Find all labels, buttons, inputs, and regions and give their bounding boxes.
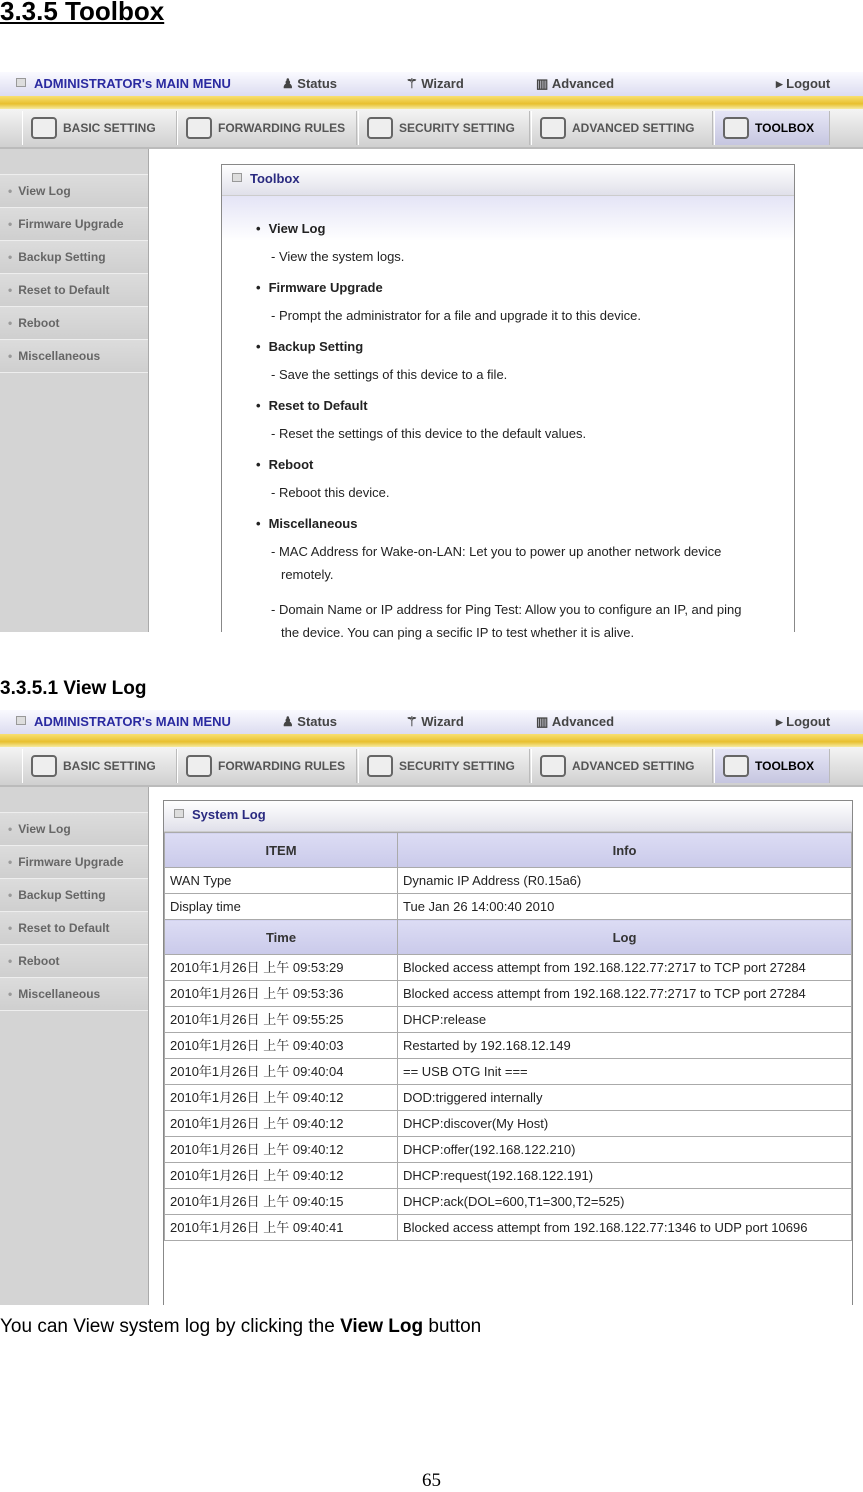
info-row [165,868,852,894]
log-message: Restarted by 192.168.12.149 [398,1033,852,1059]
tab-security-setting[interactable] [358,749,530,783]
tab-label: SECURITY SETTING [399,121,515,135]
tab-icon [186,117,212,139]
log-message: DHCP:offer(192.168.122.210) [398,1137,852,1163]
caption-bold: View Log [340,1316,424,1337]
log-time: 2010年1月26日 上午 09:53:29 [165,955,398,981]
tab-label: SECURITY SETTING [399,759,515,773]
tab-label: BASIC SETTING [63,759,156,773]
advanced-label: Advanced [551,76,615,91]
tab-forwarding-rules[interactable] [177,111,357,145]
tab-icon [540,755,566,777]
log-row [165,1189,852,1215]
yellow-band [0,96,863,109]
log-row [165,1215,852,1241]
tab-basic-setting[interactable] [22,111,177,145]
sidebar-item-reset-to-default[interactable]: • Reset to Default [0,274,148,307]
log-time: 2010年1月26日 上午 09:40:12 [165,1085,398,1111]
main-tabs [0,747,863,787]
tab-label: FORWARDING RULES [218,759,346,773]
status-label: Status [297,714,338,729]
log-row [165,955,852,981]
log-time: 2010年1月26日 上午 09:40:12 [165,1137,398,1163]
log-time: 2010年1月26日 上午 09:40:15 [165,1189,398,1215]
tab-label: TOOLBOX [755,121,815,135]
tab-advanced-setting[interactable] [531,749,713,783]
toolbox-item-title: • Miscellaneous [256,516,794,531]
log-time: 2010年1月26日 上午 09:40:04 [165,1059,398,1085]
log-message: DOD:triggered internally [398,1085,852,1111]
sidebar-item-view-log[interactable]: • View Log [0,175,148,208]
square-icon [174,809,184,818]
toolbox-item-desc: - View the system logs. [271,249,405,264]
toolbox-screenshot [0,72,863,640]
info-value: Dynamic IP Address (R0.15a6) [398,868,852,894]
column-header-time: Time [165,920,398,955]
tab-label: FORWARDING RULES [218,121,346,135]
sidebar [0,787,149,1305]
log-row [165,981,852,1007]
tab-label: TOOLBOX [755,759,815,773]
admin-menu-label: ADMINISTRATOR's MAIN MENU [34,714,231,729]
sidebar [0,149,149,632]
info-item: WAN Type [165,868,398,894]
log-row [165,1111,852,1137]
log-time: 2010年1月26日 上午 09:53:36 [165,981,398,1007]
toolbox-item-desc: - Reboot this device. [271,485,390,500]
info-item: Display time [165,894,398,920]
toolbox-item-title: • Backup Setting [256,339,794,354]
toolbox-item-title: • View Log [256,221,794,236]
tab-icon [31,117,57,139]
log-message: Blocked access attempt from 192.168.122.77:2717 to TCP port 27284 [398,955,852,981]
tab-icon [31,755,57,777]
column-header-info: Info [398,833,852,868]
toolbox-item-title: • Reboot [256,457,794,472]
sidebar-item-miscellaneous[interactable]: • Miscellaneous [0,340,148,373]
log-time: 2010年1月26日 上午 09:55:25 [165,1007,398,1033]
tab-advanced-setting[interactable] [531,111,713,145]
logout-link[interactable]: ▸ Logout [776,76,831,91]
toolbox-panel [221,164,795,640]
column-header-item: ITEM [165,833,398,868]
toolbox-item-desc: - Reset the settings of this device to the default values. [271,426,587,441]
tab-label: BASIC SETTING [63,121,156,135]
admin-menu-label: ADMINISTRATOR's MAIN MENU [34,76,231,91]
status-link[interactable]: ♟ Status [282,714,338,729]
log-message: DHCP:request(192.168.122.191) [398,1163,852,1189]
sidebar-item-reset-to-default[interactable]: • Reset to Default [0,912,148,945]
sidebar-item-reboot[interactable]: • Reboot [0,307,148,340]
log-row [165,1085,852,1111]
status-link[interactable]: ♟ Status [282,76,338,91]
log-message: Blocked access attempt from 192.168.122.77:1346 to UDP port 10696 [398,1215,852,1241]
toolbox-item-title: • Firmware Upgrade [256,280,794,295]
panel-title [222,165,794,196]
square-icon [16,716,26,725]
tab-basic-setting[interactable] [22,749,177,783]
panel-title [164,801,852,832]
wizard-link[interactable]: ⚚ Wizard [406,714,464,729]
log-message: DHCP:release [398,1007,852,1033]
info-value: Tue Jan 26 14:00:40 2010 [398,894,852,920]
tab-label: ADVANCED SETTING [572,759,695,773]
sidebar-item-reboot[interactable]: • Reboot [0,945,148,978]
square-icon [16,78,26,87]
log-time: 2010年1月26日 上午 09:40:12 [165,1163,398,1189]
log-row [165,1059,852,1085]
log-time: 2010年1月26日 上午 09:40:12 [165,1111,398,1137]
tab-icon [367,755,393,777]
log-row [165,1137,852,1163]
toolbox-item-desc: - Domain Name or IP address for Ping Test: Allow you to configure an IP, and ping the device. You can ping a secific IP to test whether it is alive. [271,602,742,640]
wizard-label: Wizard [421,76,464,91]
log-time: 2010年1月26日 上午 09:40:41 [165,1215,398,1241]
square-icon [232,173,242,182]
tab-toolbox[interactable] [714,749,830,783]
wizard-link[interactable]: ⚚ Wizard [406,76,464,91]
view-log-screenshot [0,710,863,1305]
sidebar-item-miscellaneous[interactable]: • Miscellaneous [0,978,148,1011]
admin-menu-link[interactable] [16,714,231,729]
tab-toolbox[interactable] [714,111,830,145]
page-number: 65 [422,1470,441,1491]
tab-icon [367,117,393,139]
section-heading: 3.3.5 Toolbox [0,0,165,26]
log-time: 2010年1月26日 上午 09:40:03 [165,1033,398,1059]
system-log-table [164,832,852,1241]
sidebar-item-firmware-upgrade[interactable]: • Firmware Upgrade [0,208,148,241]
yellow-band [0,734,863,747]
info-row [165,894,852,920]
advanced-link[interactable]: ▥ Advanced [536,714,615,729]
status-label: Status [297,76,338,91]
tab-icon [723,117,749,139]
tab-icon [723,755,749,777]
log-message: == USB OTG Init === [398,1059,852,1085]
toolbox-item-desc: - MAC Address for Wake-on-LAN: Let you to power up another network device remotely. [271,544,722,582]
tab-icon [186,755,212,777]
log-row [165,1033,852,1059]
advanced-link[interactable]: ▥ Advanced [536,76,615,91]
advanced-label: Advanced [551,714,615,729]
log-message: DHCP:ack(DOL=600,T1=300,T2=525) [398,1189,852,1215]
top-menu-bar [0,72,863,96]
panel-title-text: System Log [192,807,266,822]
subsection-heading: 3.3.5.1 View Log [0,678,147,699]
wizard-label: Wizard [421,714,464,729]
log-message: DHCP:discover(My Host) [398,1111,852,1137]
caption [0,1316,481,1338]
tab-forwarding-rules[interactable] [177,749,357,783]
tab-label: ADVANCED SETTING [572,121,695,135]
toolbox-item-desc: - Save the settings of this device to a file. [271,367,508,382]
main-tabs [0,109,863,149]
tab-security-setting[interactable] [358,111,530,145]
panel-title-text: Toolbox [250,171,300,186]
sidebar-item-backup-setting[interactable]: • Backup Setting [0,879,148,912]
toolbox-item-desc: - Prompt the administrator for a file and upgrade it to this device. [271,308,641,323]
sidebar-item-backup-setting[interactable]: • Backup Setting [0,241,148,274]
admin-menu-link[interactable] [16,76,231,91]
caption-text-end: button [423,1316,482,1337]
tab-icon [540,117,566,139]
log-row [165,1163,852,1189]
column-header-log: Log [398,920,852,955]
toolbox-item-title: • Reset to Default [256,398,794,413]
logout-link[interactable]: ▸ Logout [776,714,831,729]
logout-label: Logout [786,76,831,91]
caption-text: You can View system log by clicking the [0,1316,341,1337]
log-row [165,1007,852,1033]
top-menu-bar [0,710,863,734]
log-message: Blocked access attempt from 192.168.122.77:2717 to TCP port 27284 [398,981,852,1007]
sidebar-item-view-log[interactable]: • View Log [0,813,148,846]
system-log-panel [163,800,853,1305]
sidebar-item-firmware-upgrade[interactable]: • Firmware Upgrade [0,846,148,879]
logout-label: Logout [786,714,831,729]
